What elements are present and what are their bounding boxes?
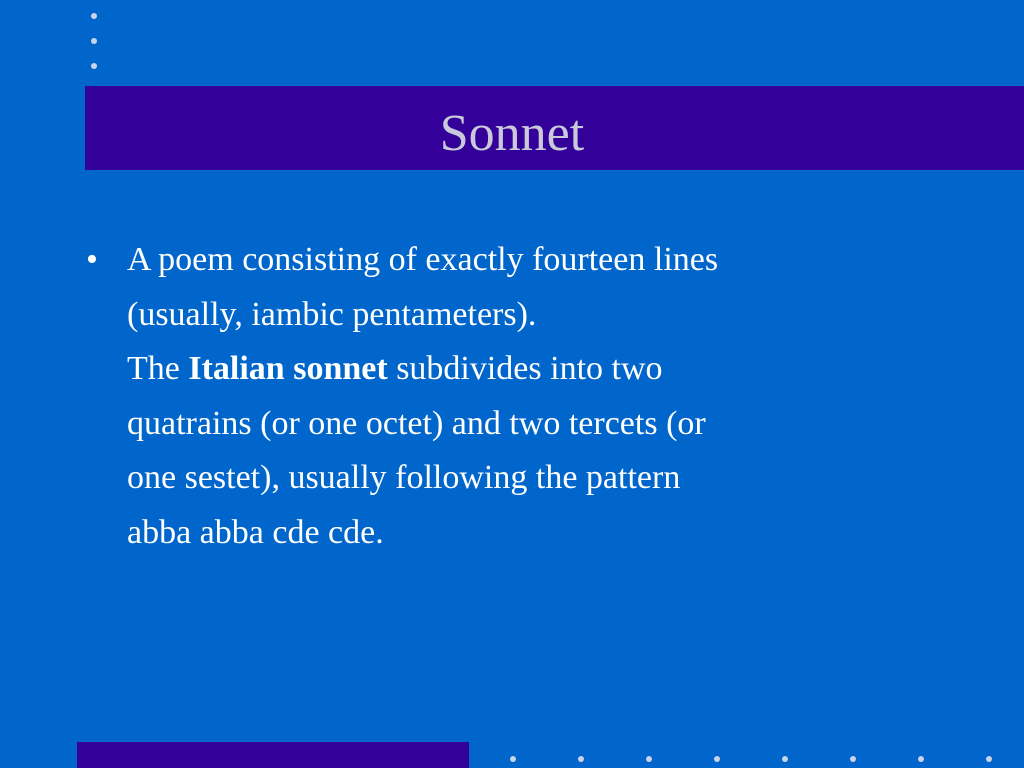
bullet-icon: •	[86, 241, 98, 278]
decorative-dot	[782, 756, 788, 762]
title-band	[85, 86, 1024, 170]
decorative-dot	[714, 756, 720, 762]
decorative-dot	[91, 38, 97, 44]
body-text: subdivides into two	[387, 350, 663, 387]
body-line: one sestet), usually following the pattern	[127, 459, 681, 496]
decorative-dot	[918, 756, 924, 762]
decorative-dot	[850, 756, 856, 762]
body-line: abba abba cde cde.	[127, 513, 384, 551]
body-line: quatrains (or one octet) and two tercets (or	[127, 404, 706, 442]
decorative-dot	[986, 756, 992, 762]
body-line: (usually, iambic pentameters).	[127, 295, 537, 333]
body-line: A poem consisting of exactly fourteen lines	[127, 241, 719, 278]
body-text: The	[127, 350, 189, 387]
bullet-item	[127, 233, 946, 560]
slide-title: Sonnet	[439, 105, 585, 162]
footer-band	[77, 742, 469, 768]
italian-sonnet-term: Italian sonnet	[188, 350, 388, 387]
slide-body	[86, 233, 946, 560]
decorative-dot	[510, 756, 516, 762]
decorative-dot	[646, 756, 652, 762]
decorative-dot	[578, 756, 584, 762]
decorative-dot	[91, 13, 97, 19]
body-line	[127, 342, 946, 397]
decorative-dot	[91, 63, 97, 69]
